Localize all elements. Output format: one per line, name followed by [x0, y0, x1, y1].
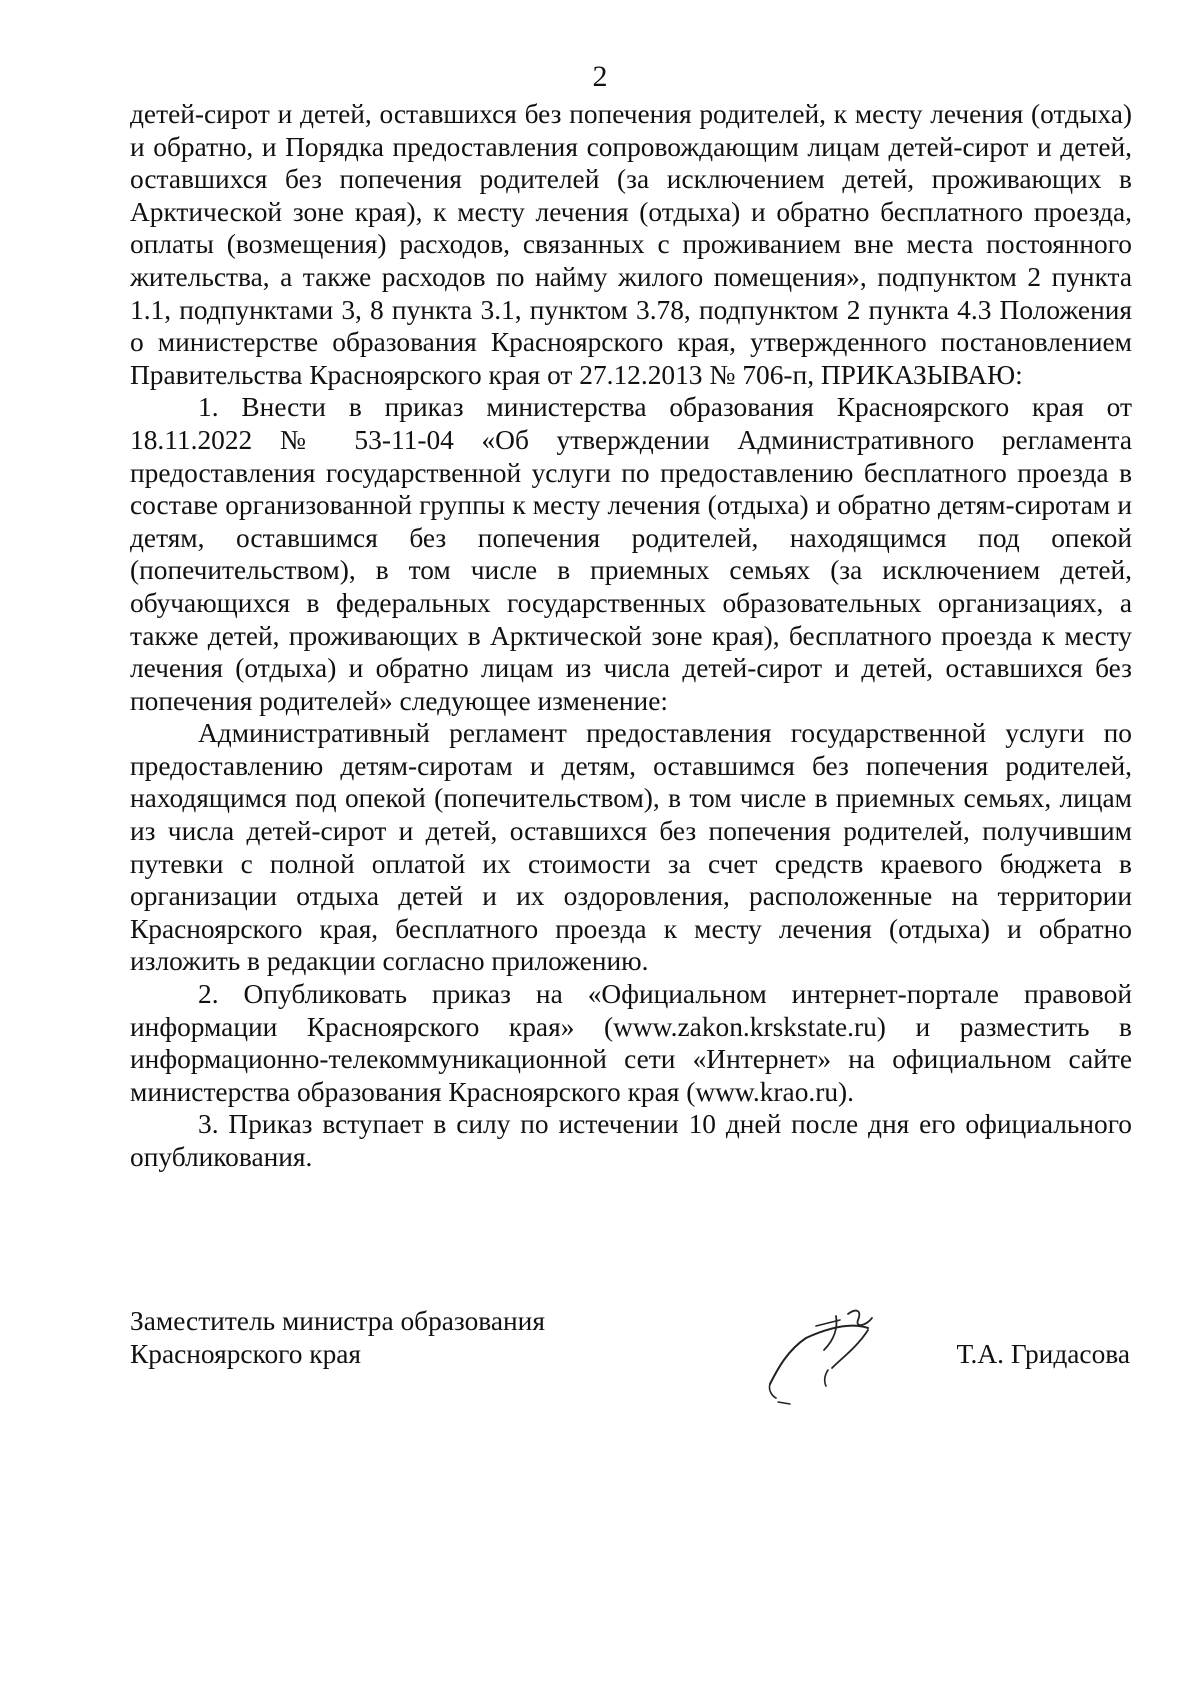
signatory-name: Т.А. Гридасова: [956, 1339, 1130, 1369]
paragraph-item-1-body: Административный регламент предоставления государственной услуги по предоставлению детям-сиротам и детям, оставшимся без попечения родителей, находящимся под опекой (попечительством), в том числе в приемных семьях, лицам из числа детей-сирот и детей, оставшихся без попечения родителей, получившим путевки с полной оплатой их стоимости за счет средств краевого бюджета в организации отдыха детей и их оздоровления, расположенные на территории Красноярского края, бесплатного проезда к месту лечения (отдыха) и обратно изложить в редакции согласно приложению.: [130, 718, 1132, 977]
paragraph-intro: детей-сирот и детей, оставшихся без попечения родителей, к месту лечения (отдыха) и обратно, и Порядка предоставления сопровождающим лицам детей-сирот и детей, оставшихся без попечения родителей (за исключением детей, проживающих в Арктической зоне края), к месту лечения (отдыха) и обратно бесплатного проезда, оплаты (возмещения) расходов, связанных с проживанием вне места постоянного жительства, а также расходов по найму жилого помещения», подпунктом 2 пункта 1.1, подпунктами 3, 8 пункта 3.1, пунктом 3.78, подпунктом 2 пункта 4.3 Положения о министерстве образования Красноярского края, утвержденного постановлением Правительства Красноярского края от 27.12.2013 № 706-п, ПРИКАЗЫВАЮ:: [130, 99, 1132, 390]
handwritten-signature: [758, 1298, 918, 1418]
signatory-position-line-2: Красноярского края: [130, 1338, 362, 1369]
page-number: 2: [592, 60, 608, 93]
signatory-position: [130, 1305, 545, 1370]
paragraph-item-3: 3. Приказ вступает в силу по истечении 10 дней после дня его официального опубликования.: [130, 1109, 1132, 1172]
paragraph-item-2: 2. Опубликовать приказ на «Официальном интернет-портале правовой информации Красноярского края» (www.zakon.krskstate.ru) и разместить в информационно-телекоммуникационной сети «Интернет» на официальном сайте министерства образования Красноярского края (www.krao.ru).: [130, 979, 1132, 1107]
paragraph-item-1: 1. Внести в приказ министерства образования Красноярского края от 18.11.2022 № 53-11-04 «Об утверждении Административного регламента предоставления государственной услуги по предоставлению бесплатного проезда в составе организованной группы к месту лечения (отдыха) и обратно детям-сиротам и детям, оставшимся без попечения родителей, находящимся под опекой (попечительством), в том числе в приемных семьях (за исключением детей, обучающихся в федеральных государственных образовательных организациях, а также детей, проживающих в Арктической зоне края), бесплатного проезда к месту лечения (отдыха) и обратно лицам из числа детей-сирот и детей, оставшихся без попечения родителей» следующее изменение:: [130, 392, 1132, 716]
document-body: [130, 98, 1132, 1174]
signatory-position-line-1: Заместитель министра образования: [130, 1306, 545, 1336]
